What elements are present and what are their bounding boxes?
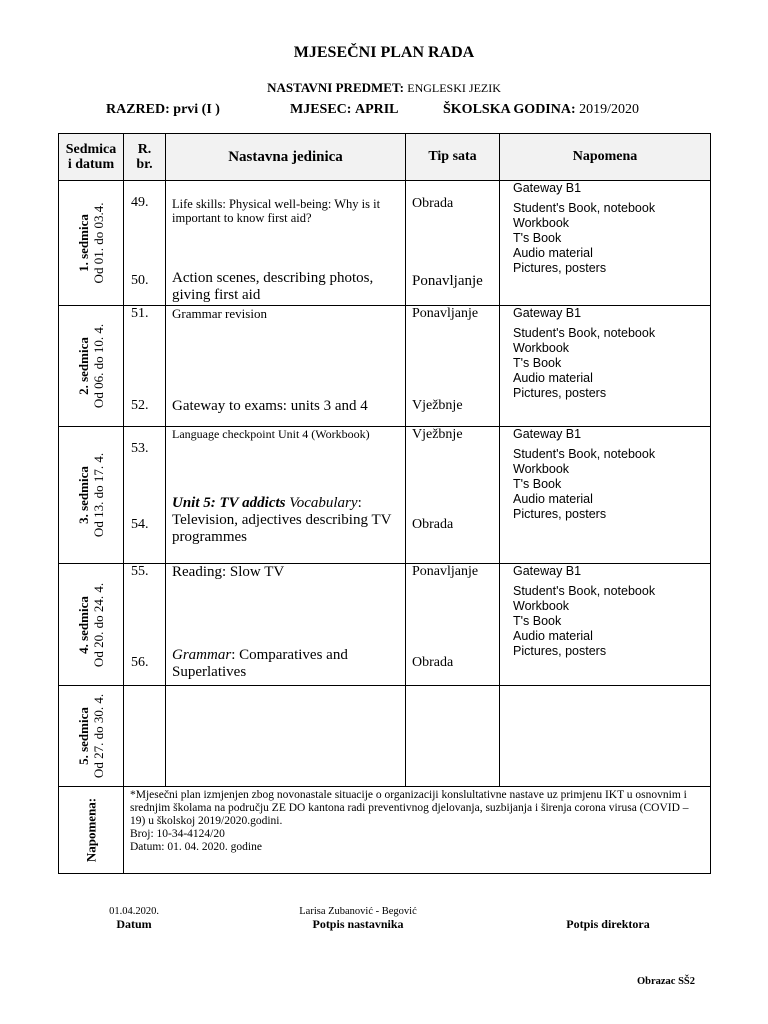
notes-cell	[500, 427, 711, 564]
notes-list: Gateway B1 Student's Book, notebook Workbook T's Book Audio material Pictures, posters	[513, 564, 656, 658]
header-notes: Napomena	[500, 134, 711, 181]
type-cell: Obrada Ponavljanje	[406, 181, 500, 306]
header-unit: Nastavna jedinica	[166, 134, 406, 181]
form-code: Obrazac SŠ2	[636, 976, 696, 987]
table-row	[59, 306, 711, 427]
week-cell: 2. sedmica Od 06. do 10. 4.	[59, 306, 124, 427]
month-label: MJESEC:	[290, 102, 352, 117]
month-info	[290, 102, 399, 118]
grade-info	[106, 102, 220, 118]
teacher-signature-label: Potpis nastavnika	[312, 917, 404, 931]
subject-value: ENGLESKI JEZIK	[407, 81, 501, 95]
unit-cell: Reading: Slow TV Grammar: Comparatives and Superlatives	[166, 564, 406, 686]
number-cell	[124, 686, 166, 787]
notes-list: Gateway B1 Student's Book, notebook Workbook T's Book Audio material Pictures, posters	[513, 181, 656, 275]
header-type: Tip sata	[406, 134, 500, 181]
notes-cell	[500, 564, 711, 686]
number-cell: 49. 50.	[124, 181, 166, 306]
number-cell: 55. 56.	[124, 564, 166, 686]
type-cell: Ponavljanje Vježbnje	[406, 306, 500, 427]
footnote-row	[59, 787, 711, 874]
notes-cell	[500, 306, 711, 427]
type-cell	[406, 686, 500, 787]
week-cell: 4. sedmica Od 20. do 24. 4.	[59, 564, 124, 686]
table-row	[59, 686, 711, 787]
notes-cell	[500, 686, 711, 787]
notes-cell	[500, 181, 711, 306]
unit-cell: Grammar revision Gateway to exams: units 3 and 4	[166, 306, 406, 427]
month-value: APRIL	[354, 102, 399, 117]
table-row	[59, 564, 711, 686]
table-header-row	[59, 134, 711, 181]
grade-label: RAZRED:	[106, 102, 170, 117]
table-row	[59, 181, 711, 306]
subject-label: NASTAVNI PREDMET:	[267, 80, 404, 95]
table-row	[59, 427, 711, 564]
number-cell: 53. 54.	[124, 427, 166, 564]
week-cell: 3. sedmica Od 13. do 17. 4.	[59, 427, 124, 564]
notes-list: Gateway B1 Student's Book, notebook Workbook T's Book Audio material Pictures, posters	[513, 427, 656, 521]
footnote-label-cell	[59, 787, 124, 874]
plan-table	[58, 133, 711, 874]
week-cell: 1. sedmica Od 01. do 03.4.	[59, 181, 124, 306]
footnote-text: *Mjesečni plan izmjenjen zbog novonastale situacije o organizaciji konslultativne nastave uz primjenu IKT u osnovnim i srednjim školama na području ZE DO kantona radi preventivnog djelovanja, suzbijanja i širenja corona virusa (COVID – 19) u školskoj 2019/2020.godini.	[130, 789, 689, 827]
director-signature-label: Potpis direktora	[566, 917, 650, 931]
signature-date-label: Datum	[116, 917, 152, 931]
header-number: R. br.	[124, 134, 166, 181]
page-title: MJESEČNI PLAN RADA	[293, 44, 475, 61]
type-cell: Vježbnje Obrada	[406, 427, 500, 564]
notes-list: Gateway B1 Student's Book, notebook Workbook T's Book Audio material Pictures, posters	[513, 306, 656, 400]
signature-date-value: 01.04.2020.	[109, 906, 159, 917]
footnote-cell	[124, 787, 711, 874]
school-year-value: 2019/2020	[579, 102, 640, 117]
footnote-date: Datum: 01. 04. 2020. godine	[130, 841, 262, 853]
teacher-name: Larisa Zubanović - Begović	[299, 906, 417, 917]
unit-cell: Life skills: Physical well-being: Why is it important to know first aid? Action scenes, describing photos, giving first aid	[166, 181, 406, 306]
subject-line	[0, 80, 768, 96]
school-year-info	[443, 102, 639, 118]
number-cell: 51. 52.	[124, 306, 166, 427]
footnote-number: Broj: 10-34-4124/20	[130, 828, 225, 840]
header-week: Sedmica i datum	[59, 134, 124, 181]
week-cell: 5. sedmica Od 27. do 30. 4.	[59, 686, 124, 787]
unit-cell: Language checkpoint Unit 4 (Workbook) Unit 5: TV addicts Vocabulary: Television, adjectives describing TV programmes	[166, 427, 406, 564]
type-cell: Ponavljanje Obrada	[406, 564, 500, 686]
unit-cell	[166, 686, 406, 787]
footnote-label: Napomena:	[83, 797, 99, 863]
grade-value: prvi (I )	[173, 102, 220, 117]
school-year-label: ŠKOLSKA GODINA:	[443, 102, 576, 117]
